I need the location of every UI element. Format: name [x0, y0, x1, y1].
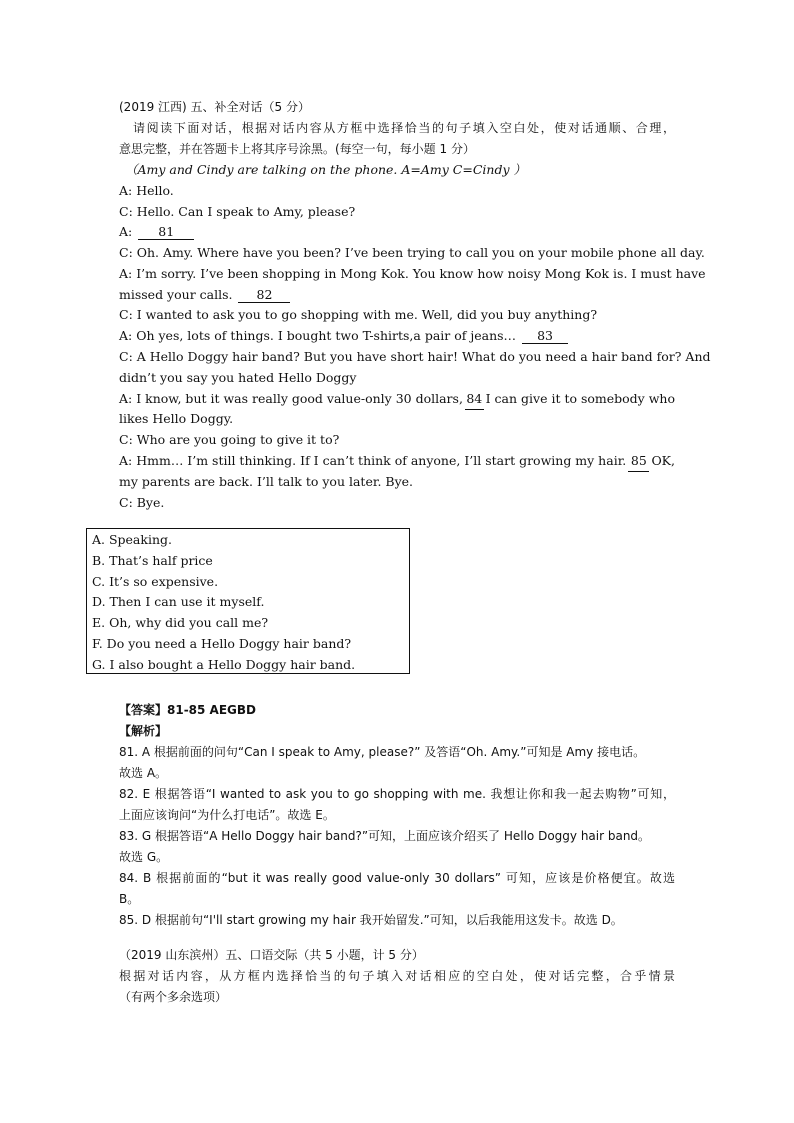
- dialogue-line: C: Who are you going to give it to?: [119, 432, 340, 447]
- speaker-label: A:: [119, 224, 133, 239]
- q1-instruction-line2: 意思完整，并在答题卡上将其序号涂黑。(每空一句，每小题 1 分）: [119, 142, 475, 156]
- q1-scene: （Amy and Cindy are talking on the phone. A=Amy C=Cindy ）: [125, 162, 526, 177]
- analysis-85: 85. D 根据前句“I'll start growing my hair 我开始留发.”可知，以后我能用这发卡。故选 D。: [119, 913, 623, 927]
- q2-header: （2019 山东滨州）五、口语交际（共 5 小题，计 5 分）: [119, 948, 424, 962]
- dialogue-text: missed your calls.: [119, 287, 233, 302]
- analysis-83: 83. G 根据答语“A Hello Doggy hair band?”可知，上面应该介绍买了 Hello Doggy hair band。: [119, 829, 651, 843]
- option-item[interactable]: F. Do you need a Hello Doggy hair band?: [92, 635, 352, 651]
- blank-83[interactable]: 83: [522, 329, 568, 344]
- dialogue-line: likes Hello Doggy.: [119, 411, 234, 426]
- q2-instruction-line2: （有两个多余选项）: [119, 990, 228, 1004]
- analysis-81-cont: 故选 A。: [119, 766, 168, 780]
- dialogue-text: OK,: [651, 453, 675, 468]
- blank-82[interactable]: 82: [238, 288, 290, 303]
- blank-85[interactable]: 85: [628, 454, 649, 472]
- q1-header: (2019 江西) 五、补全对话（5 分）: [119, 100, 310, 114]
- blank-81[interactable]: 81: [138, 225, 194, 240]
- blank-84[interactable]: 84: [465, 392, 484, 410]
- dialogue-line: [119, 451, 675, 472]
- analysis-81: 81. A 根据前面的问句“Can I speak to Amy, please?” 及答语“Oh. Amy.”可知是 Amy 接电话。: [119, 745, 646, 759]
- dialogue-text: A: Hmm… I’m still thinking. If I can’t think of anyone, I’ll start growing my hair.: [119, 453, 627, 468]
- dialogue-line: C: Bye.: [119, 495, 165, 510]
- dialogue-line: A: I’m sorry. I’ve been shopping in Mong Kok. You know how noisy Mong Kok is. I must have: [119, 266, 706, 281]
- option-item[interactable]: A. Speaking.: [92, 532, 172, 547]
- q2-instruction-line1: 根据对话内容，从方框内选择恰当的句子填入对话相应的空白处，使对话完整，合乎情景: [119, 969, 675, 983]
- dialogue-line: my parents are back. I’ll talk to you later. Bye.: [119, 474, 414, 489]
- dialogue-line: [119, 222, 675, 243]
- dialogue-line: [119, 389, 675, 410]
- option-item[interactable]: B. That’s half price: [92, 552, 213, 568]
- analysis-84: 84. B 根据前面的“but it was really good value-only 30 dollars” 可知，应该是价格便宜。故选: [119, 871, 675, 885]
- option-item[interactable]: D. Then I can use it myself.: [92, 594, 265, 610]
- dialogue-text: A: I know, but it was really good value-only 30 dollars,: [119, 391, 463, 406]
- dialogue-line: [119, 326, 675, 347]
- option-item[interactable]: E. Oh, why did you call me?: [92, 615, 269, 631]
- answer-line: 【答案】81-85 AEGBD: [119, 703, 256, 717]
- dialogue-line: didn’t you say you hated Hello Doggy: [119, 370, 357, 385]
- options-box: [86, 528, 410, 674]
- analysis-83-cont: 故选 G。: [119, 850, 169, 864]
- dialogue-text: I can give it to somebody who: [485, 391, 675, 406]
- q1-instruction-line1: 请阅读下面对话，根据对话内容从方框中选择恰当的句子填入空白处，使对话通顺、合理，: [133, 121, 675, 135]
- dialogue-line: C: A Hello Doggy hair band? But you have short hair! What do you need a hair band for? And: [119, 349, 711, 364]
- option-item[interactable]: G. I also bought a Hello Doggy hair band.: [92, 656, 356, 672]
- option-item[interactable]: C. It’s so expensive.: [92, 573, 219, 589]
- dialogue-line: C: Hello. Can I speak to Amy, please?: [119, 204, 356, 219]
- analysis-title: 【解析】: [119, 724, 168, 738]
- analysis-84-cont: B。: [119, 892, 140, 906]
- dialogue-text: A: Oh yes, lots of things. I bought two T-shirts,a pair of jeans…: [119, 328, 517, 343]
- analysis-82-cont: 上面应该询问“为什么打电话”。故选 E。: [119, 808, 335, 822]
- dialogue-line: C: I wanted to ask you to go shopping with me. Well, did you buy anything?: [119, 307, 598, 322]
- dialogue-line: C: Oh. Amy. Where have you been? I’ve been trying to call you on your mobile phone all day.: [119, 245, 705, 260]
- analysis-82: 82. E 根据答语“I wanted to ask you to go shopping with me. 我想让你和我一起去购物”可知，: [119, 787, 675, 801]
- dialogue-line: A: Hello.: [119, 183, 174, 198]
- dialogue-line: [119, 285, 675, 306]
